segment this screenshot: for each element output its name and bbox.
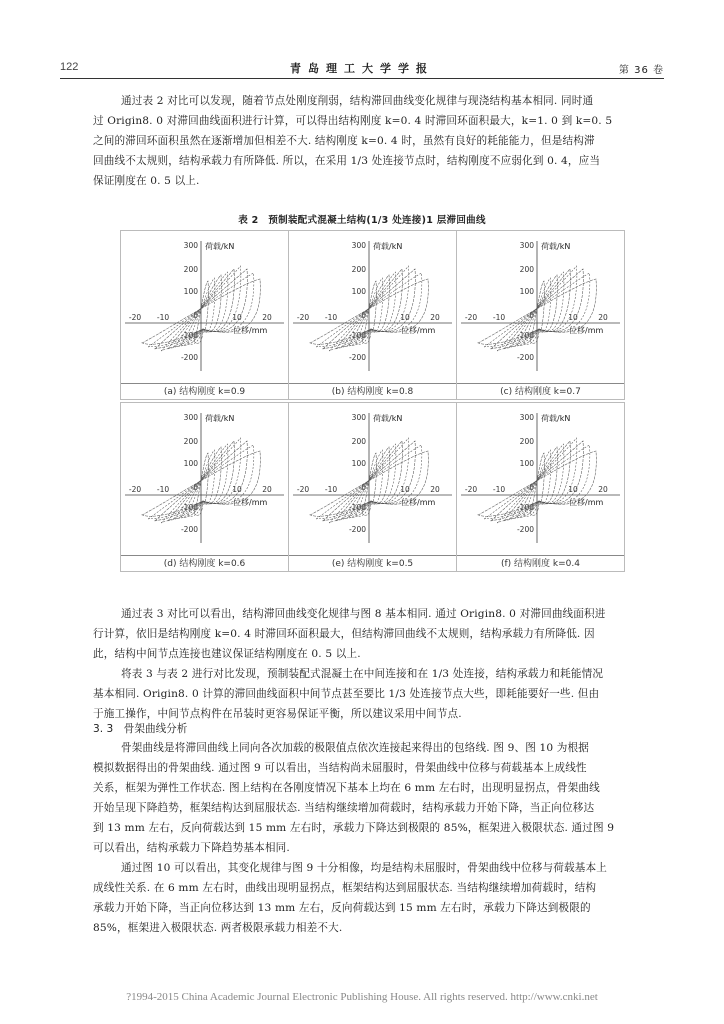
x-tick-label: 10 [400, 485, 410, 494]
text-line: 关系，框架为弹性工作状态. 图上结构在各刚度情况下基本上均在 6 mm 左右时，出现明显拐点，骨架曲线 [93, 782, 600, 794]
y-axis-title: 荷载/kN [373, 414, 403, 423]
hysteresis-plot [121, 403, 288, 555]
text-line: 保证刚度在 0. 5 以上. [93, 175, 200, 187]
hysteresis-figure-grid [120, 230, 625, 574]
plot-cell [120, 230, 289, 400]
text-line: 通过图 10 可以看出，其变化规律与图 9 十分相像，均是结构未屈服时，骨架曲线中位移与荷载基本上 [121, 862, 607, 874]
text-line: 过 Origin8. 0 对滞回曲线面积进行计算，可以得出结构刚度 k=0. 4 时滞回环面积最大，k=1. 0 到 k=0. 5 [93, 115, 613, 127]
y-tick-label: 100 [183, 459, 198, 468]
y-axis-title: 荷载/kN [541, 242, 571, 251]
y-tick-label: 100 [183, 287, 198, 296]
y-tick-label: -200 [348, 525, 366, 534]
hysteresis-plot [289, 231, 456, 383]
y-tick-label: 100 [351, 287, 366, 296]
text-line: 到 13 mm 左右，反向荷载达到 15 mm 左右时，承载力下降达到极限的 85%，框架进入极限状态. 通过图 9 [93, 822, 615, 834]
paragraph-table2-analysis [93, 91, 653, 191]
x-tick-label: -10 [324, 485, 338, 494]
y-tick-label: 100 [519, 287, 534, 296]
y-tick-label: -200 [348, 353, 366, 362]
y-tick-label: 300 [183, 241, 198, 250]
paragraph-skeleton-curve [93, 738, 653, 858]
x-tick-label: -10 [492, 485, 506, 494]
y-tick-label: 100 [351, 459, 366, 468]
plot-caption: (a) 结构刚度 k=0.9 [121, 383, 288, 400]
paragraph-table3-analysis [93, 604, 653, 724]
y-tick-label: -100 [348, 503, 366, 512]
x-tick-label: 10 [400, 313, 410, 322]
plot-caption: (e) 结构刚度 k=0.5 [289, 555, 456, 572]
text-line: 行计算，依旧是结构刚度 k=0. 4 时滞回环面积最大，但结构滞回曲线不太规则，结构承载力有所降低. 因 [93, 628, 595, 640]
y-axis-title: 荷载/kN [373, 242, 403, 251]
x-tick-label: -20 [464, 313, 478, 322]
table-title: 表 2 预制装配式混凝土结构(1/3 处连接)1 层滞回曲线 [238, 215, 486, 226]
plot-cell [288, 402, 457, 572]
copyright-footer: ?1994-2015 China Academic Journal Electronic Publishing House. All rights reserved. http://www.cnki.net [126, 991, 598, 1003]
x-tick-label: -10 [324, 313, 338, 322]
x-tick-label: -10 [156, 313, 170, 322]
hysteresis-plot [457, 403, 624, 555]
text-line: 于施工操作，中间节点构件在吊装时更容易保证平衡，所以建议采用中间节点. [93, 708, 462, 720]
y-tick-label: 200 [351, 437, 366, 446]
y-tick-label: -100 [348, 331, 366, 340]
x-tick-label: 20 [262, 485, 272, 494]
text-line: 成线性关系. 在 6 mm 左右时，曲线出现明显拐点，框架结构达到屈服状态. 当结构继续增加荷载时，结构 [93, 882, 597, 894]
plot-caption: (b) 结构刚度 k=0.8 [289, 383, 456, 400]
text-line: 开始呈现下降趋势，框架结构达到屈服状态. 当结构继续增加荷载时，结构承载力开始下降，当正向位移达 [93, 802, 595, 814]
plot-cell [456, 402, 625, 572]
y-tick-label: 200 [183, 437, 198, 446]
y-tick-label: 300 [183, 413, 198, 422]
text-line: 承载力开始下降，当正向位移达到 13 mm 左右，反向荷载达到 15 mm 左右时，承载力下降达到极限的 [93, 902, 591, 914]
text-line: 基本相同. Origin8. 0 计算的滞回曲线面积中间节点甚至要比 1/3 处连接节点大些，即耗能要好一些. 但由 [93, 688, 600, 700]
y-tick-label: 0 [361, 311, 366, 320]
x-axis-title: 位移/mm [233, 498, 268, 507]
text-line: 通过表 2 对比可以发现，随着节点处刚度削弱，结构滞回曲线变化规律与现浇结构基本相同. 同时通 [121, 95, 594, 107]
x-axis-title: 位移/mm [401, 498, 436, 507]
y-tick-label: -200 [180, 353, 198, 362]
plot-caption: (d) 结构刚度 k=0.6 [121, 555, 288, 572]
y-tick-label: -100 [516, 503, 534, 512]
x-tick-label: 20 [430, 485, 440, 494]
hysteresis-plot [457, 231, 624, 383]
y-tick-label: 200 [519, 265, 534, 274]
y-tick-label: 0 [361, 483, 366, 492]
y-axis-title: 荷载/kN [205, 414, 235, 423]
x-tick-label: 20 [430, 313, 440, 322]
y-tick-label: 0 [193, 311, 198, 320]
x-axis-title: 位移/mm [233, 326, 268, 335]
text-line: 可以看出，结构承载力下降趋势基本相同. [93, 842, 290, 854]
x-axis-title: 位移/mm [401, 326, 436, 335]
x-tick-label: -20 [128, 485, 142, 494]
x-tick-label: -20 [296, 485, 310, 494]
volume-label: 第 36 卷 [618, 65, 664, 76]
plot-cell [288, 230, 457, 400]
text-line: 模拟数据得出的骨架曲线. 通过图 9 可以看出，当结构尚未屈服时，骨架曲线中位移与荷载基本上成线性 [93, 762, 587, 774]
y-tick-label: 300 [519, 241, 534, 250]
text-line: 之间的滞回环面积虽然在逐渐增加但相差不大. 结构刚度 k=0. 4 时，虽然有良好的耗能能力，但是结构滞 [93, 135, 595, 147]
y-tick-label: -100 [180, 331, 198, 340]
x-tick-label: -20 [128, 313, 142, 322]
y-tick-label: 0 [529, 483, 534, 492]
hysteresis-plot [121, 231, 288, 383]
plot-cell [456, 230, 625, 400]
y-tick-label: 200 [183, 265, 198, 274]
y-tick-label: -200 [180, 525, 198, 534]
x-axis-title: 位移/mm [569, 498, 604, 507]
x-tick-label: 10 [568, 313, 578, 322]
text-line: 回曲线不太规则，结构承载力有所降低. 所以，在采用 1/3 处连接节点时，结构刚度不应弱化到 0. 4，应当 [93, 155, 601, 167]
y-tick-label: -100 [180, 503, 198, 512]
page-number: 122 [60, 61, 79, 73]
y-tick-label: 0 [193, 483, 198, 492]
running-header [60, 58, 664, 79]
plot-cell [120, 402, 289, 572]
x-tick-label: 20 [598, 485, 608, 494]
hysteresis-plot [289, 403, 456, 555]
x-tick-label: 20 [262, 313, 272, 322]
x-axis-title: 位移/mm [569, 326, 604, 335]
x-tick-label: -10 [492, 313, 506, 322]
y-tick-label: 300 [351, 413, 366, 422]
text-line: 将表 3 与表 2 进行对比发现，预制装配式混凝土在中间连接和在 1/3 处连接，结构承载力和耗能情况 [121, 668, 604, 680]
plot-caption: (c) 结构刚度 k=0.7 [457, 383, 624, 400]
y-tick-label: -200 [516, 525, 534, 534]
x-tick-label: -10 [156, 485, 170, 494]
section-heading: 3. 3 骨架曲线分析 [93, 723, 188, 735]
y-tick-label: -200 [516, 353, 534, 362]
y-axis-title: 荷载/kN [541, 414, 571, 423]
y-tick-label: 300 [351, 241, 366, 250]
text-line: 此，结构中间节点连接也建议保证结构刚度在 0. 5 以上. [93, 648, 361, 660]
x-tick-label: -20 [464, 485, 478, 494]
text-line: 通过表 3 对比可以看出，结构滞回曲线变化规律与图 8 基本相同. 通过 Origin8. 0 对滞回曲线面积进 [121, 608, 606, 620]
y-tick-label: 200 [519, 437, 534, 446]
x-tick-label: 10 [232, 485, 242, 494]
y-tick-label: 200 [351, 265, 366, 274]
x-tick-label: 20 [598, 313, 608, 322]
y-tick-label: 0 [529, 311, 534, 320]
y-tick-label: 100 [519, 459, 534, 468]
y-tick-label: 300 [519, 413, 534, 422]
x-tick-label: 10 [232, 313, 242, 322]
text-line: 85%，框架进入极限状态. 两者极限承载力相差不大. [93, 922, 343, 934]
paragraph-figure10 [93, 858, 653, 938]
y-axis-title: 荷载/kN [205, 242, 235, 251]
x-tick-label: 10 [568, 485, 578, 494]
text-line: 骨架曲线是将滞回曲线上同向各次加载的极限值点依次连接起来得出的包络线. 图 9、图 10 为根据 [121, 742, 590, 754]
y-tick-label: -100 [516, 331, 534, 340]
journal-title: 青岛理工大学学报 [290, 62, 434, 75]
x-tick-label: -20 [296, 313, 310, 322]
plot-caption: (f) 结构刚度 k=0.4 [457, 555, 624, 572]
